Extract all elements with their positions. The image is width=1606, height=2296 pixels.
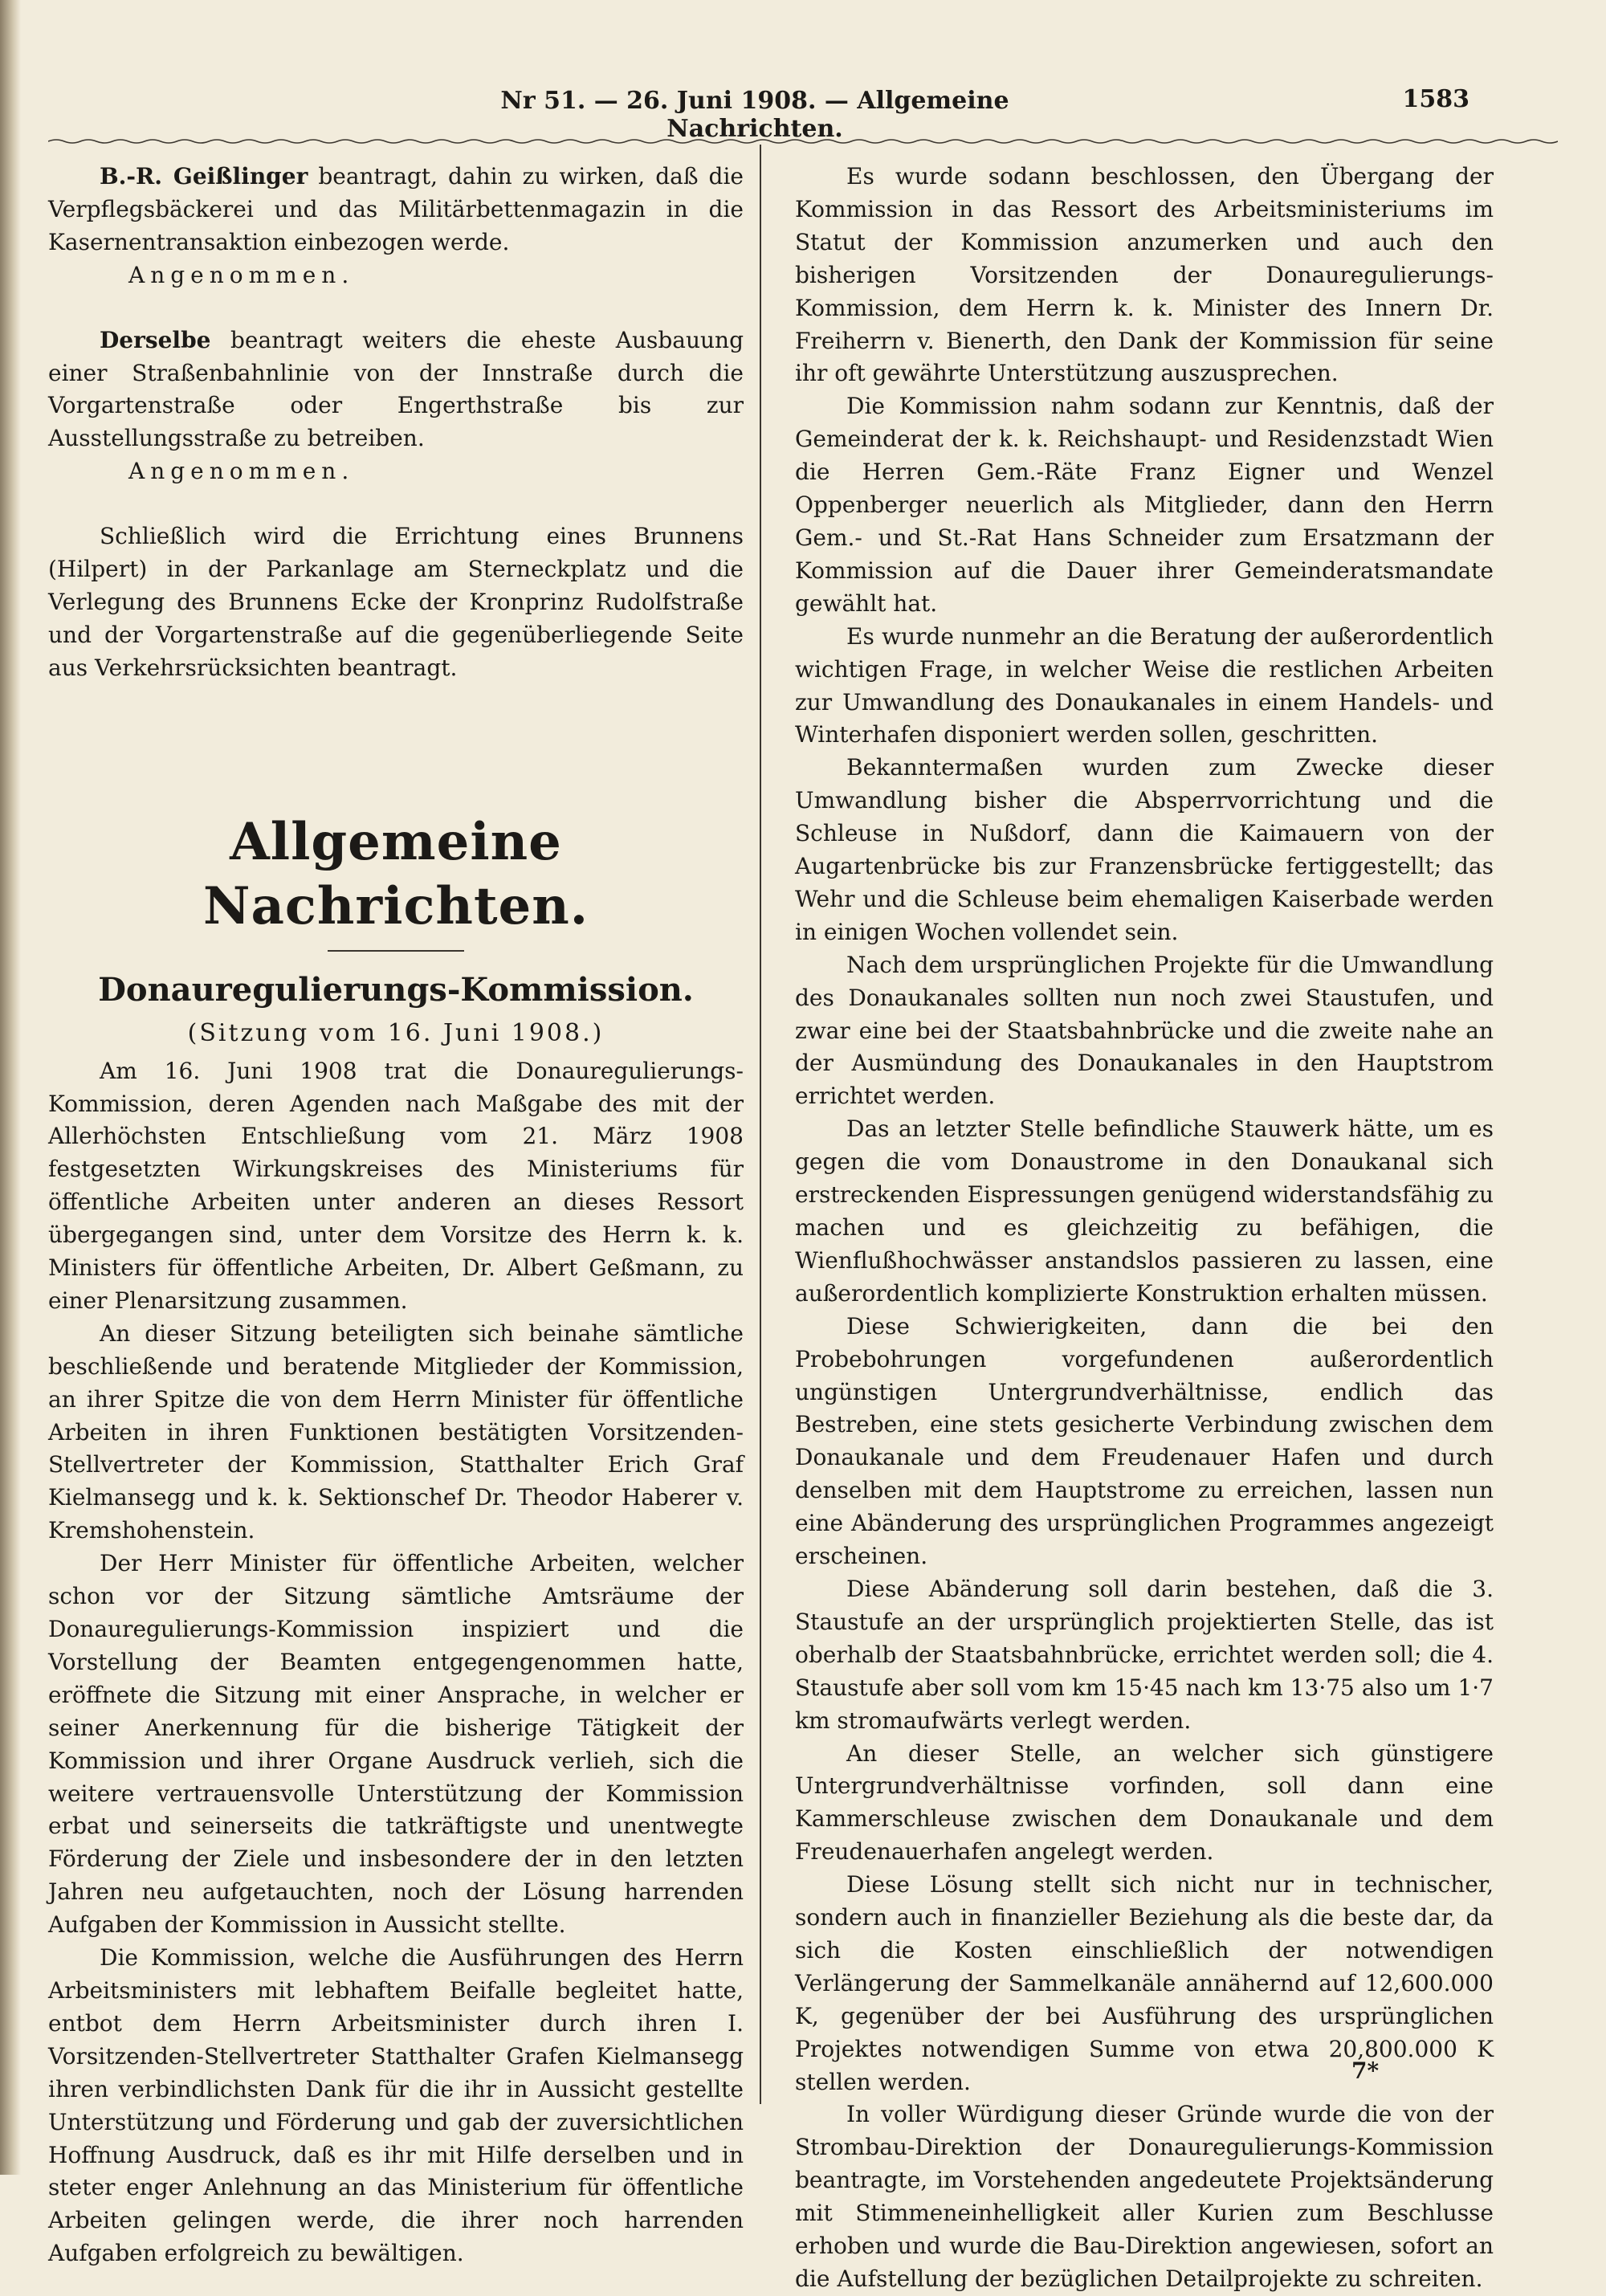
header-wavy-rule (48, 138, 1558, 145)
signature-mark: 7* (1351, 2057, 1380, 2084)
article-paragraph: Diese Schwierigkeiten, dann die bei den Probebohrungen vorgefundenen außerordentlich ungünstigen Untergrundverhältnisse, endlich das Bestreben, eine stets gesicherte Verbindung zwischen dem Donaukanale und dem Freudenauer Hafen und durch denselben mit dem Hauptstrome zu erreichen, lassen nun eine Abänderung des ursprünglichen Programmes angezeigt erscheinen. (795, 1312, 1494, 1570)
page-spine-shadow (0, 0, 21, 2175)
motion-text: beantragt weiters die eheste Ausbauung einer Straßenbahnlinie von der Innstraße durch die Vorgartenstraße oder Engerthstraße bis zur Ausstellungsstraße zu betreiben. (48, 326, 744, 452)
section-title: Allgemeine Nachrichten. (202, 811, 589, 936)
article-paragraph: Es wurde nunmehr an die Beratung der außerordentlich wichtigen Frage, in welcher Weise die restlichen Arbeiten zur Umwandlung des Donaukanales in einem Handels- und Winterhafen disponiert werden sollen, geschritten. (795, 622, 1494, 748)
motion-lead: B.-R. Geißlinger (100, 163, 308, 190)
left-column (48, 161, 744, 2270)
motion-result: Angenommen. (128, 458, 355, 485)
column-divider (760, 145, 761, 2104)
closing-paragraph: Schließlich wird die Errichtung eines Brunnens (Hilpert) in der Parkanlage am Sterneckplatz und die Verlegung des Brunnens Ecke der Kronprinz Rudolfstraße und der Vorgartenstraße auf die gegenüberliegende Seite aus Verkehrsrücksichten beantragt. (48, 523, 744, 681)
article-paragraph: Diese Lösung stellt sich nicht nur in technischer, sondern auch in finanzieller Beziehung als die beste dar, da sich die Kosten einschließlich der notwendigen Verlängerung der Sammelkanäle annähernd auf 12,600.000 K, gegenüber der bei Ausführung des ursprünglichen Projektes notwendigen Summe von etwa 20,800.000 K stellen werden. (795, 1871, 1494, 2095)
page-number: 1583 (1402, 85, 1469, 113)
running-header: Nr 51. — 26. Juni 1908. — Allgemeine Nachrichten. (500, 87, 1009, 143)
spacer (48, 685, 744, 797)
spacer (48, 292, 744, 324)
section-rule (328, 950, 464, 952)
motion-result: Angenommen. (128, 261, 355, 288)
right-column (795, 161, 1494, 2296)
article-paragraph: An dieser Stelle, an welcher sich günstigere Untergrundverhältnisse vorfinden, soll dann eine Kammerschleuse zwischen dem Donaukanale und dem Freudenauerhafen angelegt werden. (795, 1739, 1494, 1866)
article-paragraph: Bekanntermaßen wurden zum Zwecke dieser Umwandlung bisher die Absperrvorrichtung und die Schleuse in Nußdorf, dann die Kaimauern von der Augartenbrücke bis zur Franzensbrücke fertiggestellt; das Wehr und die Schleuse beim ehemaligen Kaiserbade werden in einigen Wochen vollendet sein. (795, 754, 1494, 945)
motion-paragraph (48, 161, 744, 259)
article-paragraph: Diese Abänderung soll darin bestehen, daß die 3. Staustufe an der ursprünglich projektierten Stelle, das ist oberhalb der Staatsbahnbrücke, errichtet werden soll; die 4. Staustufe aber soll vom km 15·45 nach km 13·75 also um 1·7 km stromaufwärts verlegt werden. (795, 1575, 1494, 1734)
article-paragraph: Das an letzter Stelle befindliche Stauwerk hätte, um es gegen die vom Donaustrome in den Donaukanal sich erstreckenden Eispressungen genügend widerstandsfähig zu machen und es gleichzeitig zu befähigen, die Wienflußhochwässer anstandslos passieren zu lassen, eine außerordentlich komplizierte Konstruktion erhalten müssen. (795, 1115, 1494, 1307)
article-paragraph: An dieser Sitzung beteiligten sich beinahe sämtliche beschließende und beratende Mitglieder der Kommission, an ihrer Spitze die von dem Herrn Minister für öffentliche Arbeiten in ihren Funktionen bestätigten Vorsitzenden-Stellvertreter der Kommission, Statthalter Erich Graf Kielmansegg und k. k. Sektionschef Dr. Theodor Haberer v. Kremshohenstein. (48, 1319, 744, 1544)
article-paragraph: Nach dem ursprünglichen Projekte für die Umwandlung des Donaukanales sollten nun noch zwei Staustufen, und zwar eine bei der Staatsbahnbrücke und die zweite nahe an der Ausmündung des Donaukanales in den Hauptstrom errichtet werden. (795, 951, 1494, 1110)
article-subtitle: Donauregulierungs-Kommission. (98, 970, 694, 1009)
motion-paragraph (48, 324, 744, 456)
article-paragraph: In voller Würdigung dieser Gründe wurde die von der Strombau-Direktion der Donauregulierungs-Kommission beantragte, im Vorstehenden angedeutete Projektsänderung mit Stimmeneinhelligkeit aller Kurien zum Beschlusse erhoben und wurde die Bau-Direktion angewiesen, sofort an die Aufstellung der bezüglichen Detailprojekte zu schreiten. (795, 2101, 1494, 2292)
article-paragraph: Am 16. Juni 1908 trat die Donauregulierungs-Kommission, deren Agenden nach Maßgabe des mit der Allerhöchsten Entschließung vom 21. März 1908 festgesetzten Wirkungskreises des Ministeriums für öffentliche Arbeiten unter anderen an dieses Ressort übergegangen sind, unter dem Vorsitze des Herrn k. k. Ministers für öffentliche Arbeiten, Dr. Albert Geßmann, zu einer Plenarsitzung zusammen. (48, 1057, 744, 1314)
motion-lead: Derselbe (100, 326, 211, 353)
spacer (48, 488, 744, 520)
motion-text: beantragt, dahin zu wirken, daß die Verpflegsbäckerei und das Militärbettenmagazin in die Kasernentransaktion einbezogen werde. (48, 163, 744, 255)
article-paragraph: Der Herr Minister für öffentliche Arbeiten, welcher schon vor der Sitzung sämtliche Amtsräume der Donauregulierungs-Kommission inspiziert und die Vorstellung der Beamten entgegengenommen hatte, eröffnete die Sitzung mit einer Ansprache, in welcher er seiner Anerkennung für die bisherige Tätigkeit der Kommission und ihrer Organe Ausdruck verlieh, sich die weitere vertrauensvolle Unterstützung der Kommission erbat und seinerseits die tatkräftigste und unentwegte Förderung der Ziele und insbesondere der in den letzten Jahren neu aufgetauchten, noch der Lösung harrenden Aufgaben der Kommission in Aussicht stellte. (48, 1550, 744, 1939)
article-paragraph: Es wurde sodann beschlossen, den Übergang der Kommission in das Ressort des Arbeitsministeriums im Statut der Kommission anzumerken und auch den bisherigen Vorsitzenden der Donauregulierungs-Kommission, dem Herrn k. k. Minister des Innern Dr. Freiherrn v. Bienerth, den Dank der Kommission für seine ihr oft gewährte Unterstützung auszusprechen. (795, 163, 1494, 387)
article-paragraph: Die Kommission, welche die Ausführungen des Herrn Arbeitsministers mit lebhaftem Beifalle begleitet hatte, entbot dem Herrn Arbeitsminister durch ihren I. Vorsitzenden-Stellvertreter Statthalter Grafen Kielmansegg ihren verbindlichsten Dank für die ihr in Aussicht gestellte Unterstützung und Förderung und gab der zuversichtlichen Hoffnung Ausdruck, daß es ihr mit Hilfe derselben und in steter enger Anlehnung an das Ministerium für öffentliche Arbeiten gelingen werde, die ihrer noch harrenden Aufgaben erfolgreich zu bewältigen. (48, 1944, 744, 2267)
article-paragraph: Die Kommission nahm sodann zur Kenntnis, daß der Gemeinderat der k. k. Reichshaupt- und Residenzstadt Wien die Herren Gem.-Räte Franz Eigner und Wenzel Oppenberger neuerlich als Mitglieder, dann den Herrn Gem.- und St.-Rat Hans Schneider zum Ersatzmann der Kommission auf die Dauer ihrer Gemeinderatsmandate gewählt hat. (795, 393, 1494, 617)
article-dateline: (Sitzung vom 16. Juni 1908.) (187, 1018, 605, 1047)
